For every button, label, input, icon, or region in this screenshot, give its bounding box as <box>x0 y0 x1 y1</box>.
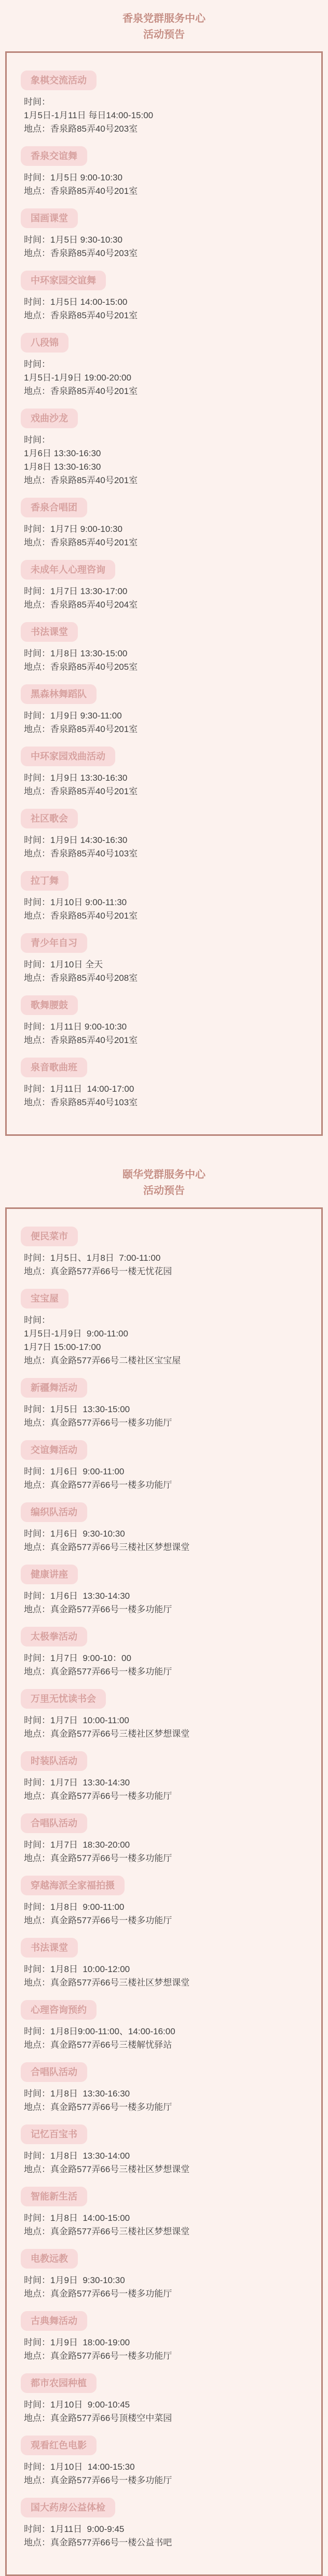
activity-detail-line: 时间：1月5日 9:00-10:30 <box>24 173 122 182</box>
activity-detail-line: 时间：1月10日 9:00-10:45 <box>24 2400 130 2410</box>
activity-details <box>24 1082 311 1109</box>
activity-detail-line: 地点：真金路577弄66号一楼多功能厅 <box>24 2289 172 2299</box>
activity-detail-line: 地点：香泉路85弄40号201室 <box>24 1035 138 1045</box>
activity-title-tag: 未成年人心理咨询 <box>21 560 115 580</box>
activity-title-tag: 智能新生活 <box>21 2187 87 2206</box>
activity-title-tag: 记忆百宝书 <box>21 2124 87 2144</box>
activity-title-tag: 香泉合唱团 <box>21 498 87 517</box>
activity-item <box>7 402 321 487</box>
activity-detail-line: 地点：香泉路85弄40号201室 <box>24 311 138 320</box>
activity-detail-line: 时间：1月10日 全天 <box>24 960 103 969</box>
activity-title-tag: 时装队活动 <box>21 1751 87 1771</box>
activity-detail-line: 地点：真金路577弄66号一楼公益书吧 <box>24 2538 172 2547</box>
activity-item <box>7 1994 321 2052</box>
activity-title-tag: 歌舞腰鼓 <box>21 995 78 1015</box>
activity-details <box>24 2336 311 2363</box>
activity-details <box>24 585 311 612</box>
activity-details <box>24 1589 311 1616</box>
activity-item <box>7 616 321 674</box>
activity-detail-line: 时间：1月8日 13:30-14:00 <box>24 2151 130 2161</box>
activity-item <box>7 2056 321 2114</box>
activity-detail-line: 地点：香泉路85弄40号201室 <box>24 386 138 396</box>
activity-item <box>7 264 321 322</box>
activity-detail-line: 时间：1月10日 14:00-15:30 <box>24 2462 135 2472</box>
activity-detail-line: 地点：真金路577弄66号一楼多功能厅 <box>24 1791 172 1801</box>
activity-detail-line: 时间：1月8日9:00-11:00、14:00-16:00 <box>24 2026 175 2036</box>
section-header <box>0 0 328 51</box>
activity-detail-line: 地点：真金路577弄66号一楼多功能厅 <box>24 1853 172 1863</box>
activity-detail-line: 时间：1月11日 14:00-17:00 <box>24 1084 134 1094</box>
activity-details <box>24 709 311 736</box>
activity-details <box>24 433 311 487</box>
activity-item <box>7 1683 321 1741</box>
activity-item <box>7 803 321 861</box>
activity-title-tag: 国画课堂 <box>21 208 78 228</box>
activity-detail-line: 地点：真金路577弄66号三楼社区梦想课堂 <box>24 1729 190 1739</box>
activity-title-tag: 书法课堂 <box>21 1938 78 1958</box>
center-name: 颐华党群服务中心 <box>122 1169 206 1180</box>
activity-item <box>7 1621 321 1679</box>
activity-item <box>7 554 321 612</box>
activity-details <box>24 95 311 136</box>
activity-box <box>5 1207 323 2576</box>
activity-detail-line: 地点：香泉路85弄40号201室 <box>24 186 138 196</box>
activity-title-tag: 青少年自习 <box>21 933 87 953</box>
activity-details <box>24 958 311 985</box>
activity-detail-line: 地点：香泉路85弄40号201室 <box>24 475 138 485</box>
activity-title-tag: 戏曲沙龙 <box>21 409 78 428</box>
activity-details <box>24 2087 311 2114</box>
activity-detail-line: 时间：1月6日 9:00-11:00 <box>24 1467 125 1476</box>
activity-detail-line: 时间：1月5日 14:00-15:00 <box>24 297 128 307</box>
activity-title-tag: 万里无忧读书会 <box>21 1689 106 1709</box>
activity-item <box>7 740 321 798</box>
activity-item <box>7 1434 321 1492</box>
activity-item <box>7 1932 321 1990</box>
activity-detail-line: 1月5日-1月9日 19:00-20:00 <box>24 373 131 383</box>
activity-item <box>7 140 321 198</box>
activity-item <box>7 1220 321 1278</box>
activity-details <box>24 896 311 923</box>
activity-detail-line: 时间：1月7日 9:00-10：00 <box>24 1653 131 1663</box>
activity-details <box>24 834 311 861</box>
activity-details <box>24 1020 311 1047</box>
section-subtitle: 活动预告 <box>143 29 185 40</box>
activity-detail-line: 时间： <box>24 359 50 369</box>
activity-item <box>7 1496 321 1554</box>
activity-title-tag: 都市农园种植 <box>21 2373 97 2393</box>
activity-title-tag: 心理咨询预约 <box>21 2000 97 2020</box>
activity-detail-line: 时间：1月9日 18:00-19:00 <box>24 2338 130 2347</box>
activity-detail-line: 地点：真金路577弄66号三楼社区梦想课堂 <box>24 2164 190 2174</box>
activity-item <box>7 2180 321 2239</box>
activity-detail-line: 时间：1月7日 10:00-11:00 <box>24 1715 129 1725</box>
activity-details <box>24 647 311 674</box>
activity-detail-line: 时间：1月6日 13:30-14:30 <box>24 1591 130 1601</box>
activity-detail-line: 地点：真金路577弄66号三楼解忧驿站 <box>24 2040 172 2050</box>
activity-detail-line: 时间：1月7日 18:30-20:00 <box>24 1840 130 1850</box>
activity-detail-line: 地点：真金路577弄66号一楼多功能厅 <box>24 1604 172 1614</box>
activity-detail-line: 时间：1月5日 9:30-10:30 <box>24 235 122 245</box>
activity-detail-line: 地点：香泉路85弄40号201室 <box>24 538 138 547</box>
activity-detail-line: 时间：1月10日 9:00-11:30 <box>24 897 127 907</box>
activity-details <box>24 2523 311 2550</box>
activity-detail-line: 1月5日-1月9日 9:00-11:00 <box>24 1329 128 1339</box>
activity-item <box>7 2367 321 2425</box>
activity-detail-line: 地点：香泉路85弄40号205室 <box>24 662 138 672</box>
activity-detail-line: 地点：真金路577弄66号二楼社区宝宝屋 <box>24 1356 181 1366</box>
activity-details <box>24 358 311 398</box>
activity-details <box>24 171 311 198</box>
activity-details <box>24 1776 311 1803</box>
activity-detail-line: 地点：香泉路85弄40号201室 <box>24 911 138 921</box>
activity-detail-line: 时间：1月7日 13:30-14:30 <box>24 1778 130 1787</box>
activity-item <box>7 2118 321 2176</box>
activity-details <box>24 523 311 550</box>
activity-detail-line: 时间：1月8日 10:00-12:00 <box>24 1964 130 1974</box>
activity-item <box>7 989 321 1047</box>
activity-detail-line: 地点：真金路577弄66号一楼多功能厅 <box>24 1916 172 1925</box>
activity-detail-line: 地点：香泉路85弄40号103室 <box>24 849 138 858</box>
activity-detail-line: 时间：1月9日 13:30-16:30 <box>24 773 128 783</box>
activity-details <box>24 1901 311 1927</box>
activity-title-tag: 便民菜市 <box>21 1227 78 1246</box>
activity-title-tag: 古典舞活动 <box>21 2311 87 2331</box>
activity-title-tag: 健康讲座 <box>21 1565 78 1584</box>
activity-detail-line: 时间： <box>24 1315 50 1325</box>
activity-detail-line: 时间：1月8日 13:30-15:00 <box>24 649 128 658</box>
activity-item <box>7 2305 321 2363</box>
activity-item <box>7 2243 321 2301</box>
section-header <box>0 1136 328 1207</box>
activity-details <box>24 233 311 260</box>
activity-title-tag: 电教远教 <box>21 2249 78 2269</box>
activity-item <box>7 327 321 398</box>
activity-title-tag: 国大药房公益体检 <box>21 2498 115 2517</box>
activity-details <box>24 2398 311 2425</box>
activity-details <box>24 1314 311 1368</box>
activity-detail-line: 地点：真金路577弄66号一楼无忧花园 <box>24 1266 172 1276</box>
activity-item <box>7 1558 321 1616</box>
activity-detail-line: 时间：1月6日 9:30-10:30 <box>24 1529 125 1539</box>
activity-item <box>7 491 321 550</box>
activity-item <box>7 927 321 985</box>
activity-detail-line: 时间：1月8日 14:00-15:00 <box>24 2213 130 2223</box>
activity-detail-line: 时间：1月9日 9:30-11:00 <box>24 711 122 721</box>
activity-item <box>7 1283 321 1368</box>
activity-details <box>24 2212 311 2239</box>
service-center-section <box>0 1136 328 2576</box>
activity-detail-line: 地点：真金路577弄66号一楼多功能厅 <box>24 1418 172 1428</box>
activity-details <box>24 771 311 798</box>
activity-item <box>7 678 321 736</box>
activity-details <box>24 1652 311 1679</box>
activity-title-tag: 穿越海派全家福拍摄 <box>21 1876 125 1895</box>
activity-detail-line: 地点：真金路577弄66号顶楼空中菜园 <box>24 2413 172 2423</box>
activity-title-tag: 合唱队活动 <box>21 2062 87 2082</box>
activity-title-tag: 黑森林舞蹈队 <box>21 684 97 704</box>
activity-title-tag: 象棋交流活动 <box>21 71 97 90</box>
activity-detail-line: 时间：1月11日 9:00-9:45 <box>24 2524 125 2534</box>
activity-details <box>24 1527 311 1554</box>
activity-item <box>7 1807 321 1865</box>
activity-detail-line: 地点：真金路577弄66号一楼多功能厅 <box>24 1667 172 1677</box>
activity-detail-line: 时间： <box>24 435 50 445</box>
activity-title-tag: 编织队活动 <box>21 1502 87 1522</box>
activity-details <box>24 2274 311 2301</box>
activity-details <box>24 2149 311 2176</box>
activity-detail-line: 时间：1月9日 9:30-10:30 <box>24 2275 125 2285</box>
activity-title-tag: 香泉交谊舞 <box>21 146 87 166</box>
activity-details <box>24 1963 311 1990</box>
activity-detail-line: 地点：真金路577弄66号三楼社区梦想课堂 <box>24 2227 190 2236</box>
activity-title-tag: 合唱队活动 <box>21 1813 87 1833</box>
service-center-section <box>0 0 328 1136</box>
activity-detail-line: 1月7日 15:00-17:00 <box>24 1342 101 1352</box>
activity-title-tag: 中环家园戏曲活动 <box>21 747 115 766</box>
activity-detail-line: 时间： <box>24 97 50 107</box>
activity-title-tag: 拉丁舞 <box>21 871 69 891</box>
activity-item <box>7 1869 321 1927</box>
activity-detail-line: 地点：真金路577弄66号一楼多功能厅 <box>24 2102 172 2112</box>
activity-title-tag: 中环家园交谊舞 <box>21 271 106 290</box>
activity-detail-line: 1月5日-1月11日 每日14:00-15:00 <box>24 110 154 120</box>
activity-detail-line: 地点：香泉路85弄40号204室 <box>24 600 138 610</box>
activity-detail-line: 时间：1月5日、1月8日 7:00-11:00 <box>24 1253 161 1263</box>
activity-details <box>24 1403 311 1430</box>
activity-details <box>24 1251 311 1278</box>
activity-detail-line: 地点：真金路577弄66号三楼社区梦想课堂 <box>24 1978 190 1988</box>
activity-details <box>24 1838 311 1865</box>
activity-detail-line: 1月6日 13:30-16:30 <box>24 448 101 458</box>
activity-title-tag: 社区歌会 <box>21 809 78 828</box>
activity-detail-line: 地点：真金路577弄66号三楼社区梦想课堂 <box>24 1542 190 1552</box>
activity-item <box>7 1745 321 1803</box>
activity-title-tag: 八段锦 <box>21 333 69 353</box>
activity-title-tag: 宝宝屋 <box>21 1289 69 1308</box>
activity-detail-line: 地点：香泉路85弄40号208室 <box>24 973 138 983</box>
activity-item <box>7 2491 321 2550</box>
activity-detail-line: 地点：真金路577弄66号一楼多功能厅 <box>24 2475 172 2485</box>
activity-title-tag: 新疆舞活动 <box>21 1378 87 1398</box>
activity-title-tag: 书法课堂 <box>21 622 78 642</box>
activity-detail-line: 时间：1月7日 9:00-10:30 <box>24 524 122 534</box>
activity-details <box>24 2025 311 2052</box>
activity-detail-line: 时间：1月11日 9:00-10:30 <box>24 1022 127 1032</box>
activity-detail-line: 时间：1月8日 9:00-11:00 <box>24 1902 125 1912</box>
activity-detail-line: 地点：香泉路85弄40号103室 <box>24 1097 138 1107</box>
activity-item <box>7 1372 321 1430</box>
activity-title-tag: 交谊舞活动 <box>21 1440 87 1460</box>
activity-item <box>7 1051 321 1109</box>
section-subtitle: 活动预告 <box>143 1185 185 1196</box>
activity-detail-line: 时间：1月7日 13:30-17:00 <box>24 586 128 596</box>
activity-detail-line: 1月8日 13:30-16:30 <box>24 462 101 472</box>
activity-detail-line: 时间：1月8日 13:30-16:30 <box>24 2089 130 2099</box>
center-name: 香泉党群服务中心 <box>122 13 206 24</box>
activity-item <box>7 2429 321 2487</box>
activity-detail-line: 地点：香泉路85弄40号201室 <box>24 724 138 734</box>
activity-detail-line: 地点：香泉路85弄40号203室 <box>24 124 138 134</box>
activity-title-tag: 太极拳活动 <box>21 1627 87 1646</box>
activity-detail-line: 地点：真金路577弄66号一楼多功能厅 <box>24 1480 172 1490</box>
activity-box <box>5 51 323 1136</box>
activity-details <box>24 2460 311 2487</box>
activity-detail-line: 时间：1月5日 13:30-15:00 <box>24 1404 130 1414</box>
activity-item <box>7 64 321 136</box>
activity-title-tag: 泉音歌曲班 <box>21 1058 87 1077</box>
activity-detail-line: 地点：香泉路85弄40号203室 <box>24 248 138 258</box>
activity-item <box>7 202 321 260</box>
activity-details <box>24 1714 311 1741</box>
activity-detail-line: 时间：1月9日 14:30-16:30 <box>24 835 128 845</box>
activity-details <box>24 1465 311 1492</box>
activity-detail-line: 地点：真金路577弄66号一楼多功能厅 <box>24 2351 172 2361</box>
activity-item <box>7 865 321 923</box>
activity-details <box>24 295 311 322</box>
activity-detail-line: 地点：香泉路85弄40号201室 <box>24 786 138 796</box>
activity-title-tag: 观看红色电影 <box>21 2436 97 2455</box>
